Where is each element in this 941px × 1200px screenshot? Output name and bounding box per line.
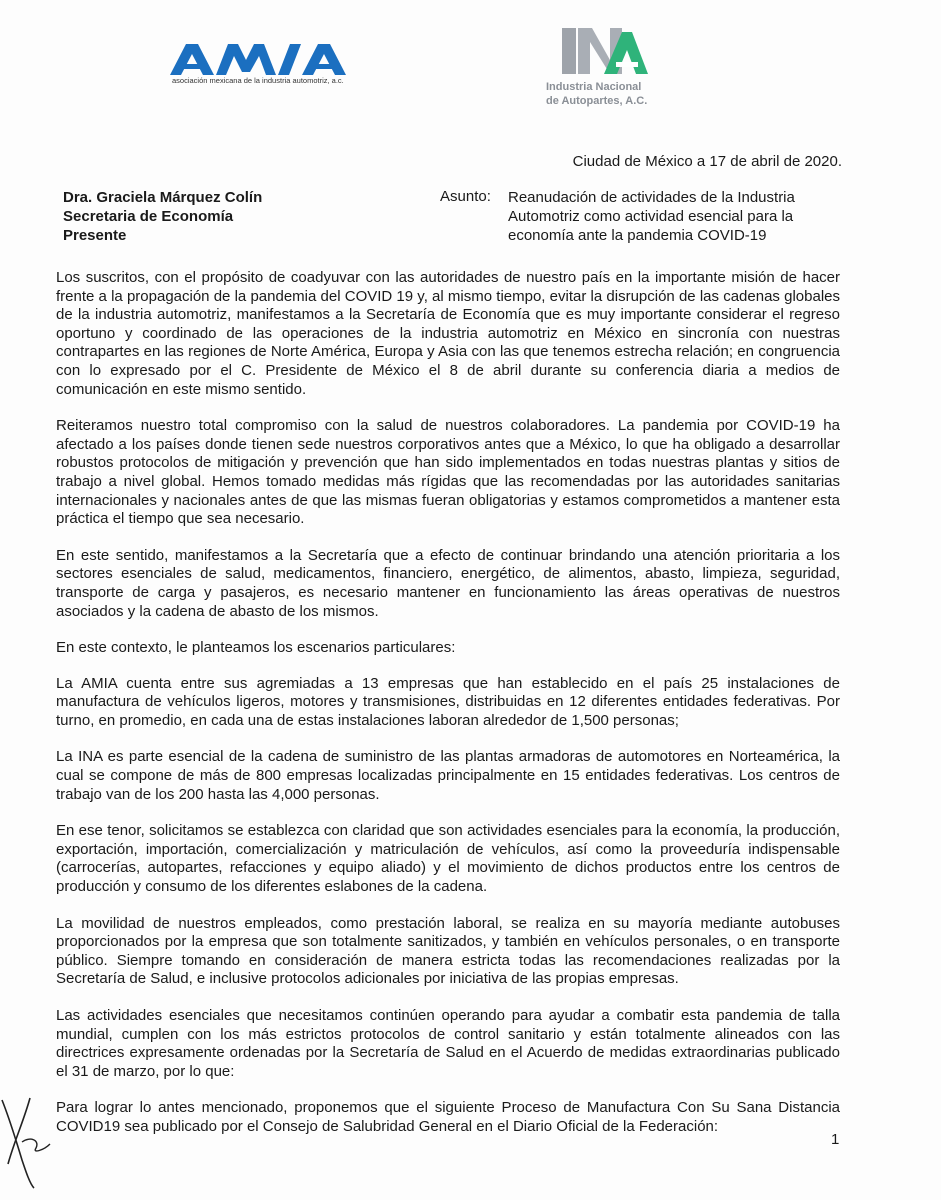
ina-logo xyxy=(540,18,700,124)
paragraph-6: La INA es parte esencial de la cadena de suministro de las plantas armadoras de automotores en Norteamérica, la cual se compone de más de 800 empresas localizadas principalmente en 15 entidades federativas. Los centros de trabajo van de los 200 hasta las 4,000 personas. xyxy=(56,748,840,803)
paragraph-2: Reiteramos nuestro total compromiso con la salud de nuestros colaboradores. La pandemia por COVID-19 ha afectado a los países donde tienen sede nuestros corporativos antes que a México, lo que ha obligado a desarrollar robustos protocolos de mitigación y prevención que han sido implementados en todas nuestras plantas y sitios de trabajo a nivel global. Hemos tomado medidas más rígidas que las recomendadas por las autoridades sanitarias internacionales y nacionales antes de que las mismas fueran obligatorias y estamos comprometidos a mantener esta práctica el tiempo que sea necesario. xyxy=(56,417,840,528)
paragraph-10: Para lograr lo antes mencionado, proponemos que el siguiente Proceso de Manufactura Con Su Sana Distancia COVID19 sea publicado por el Consejo de Salubridad General en el Diario Oficial de la Federación: xyxy=(56,1099,840,1135)
page-number: 1 xyxy=(831,1131,840,1148)
paragraph-4: En este contexto, le planteamos los escenarios particulares: xyxy=(56,639,456,657)
recipient-title: Secretaria de Economía xyxy=(63,208,234,225)
amia-logo-mark xyxy=(168,42,368,76)
recipient-name: Dra. Graciela Márquez Colín xyxy=(63,189,263,206)
paragraph-1: Los suscritos, con el propósito de coadyuvar con las autoridades de nuestro país en la importante misión de hacer frente a la propagación de la pandemia del COVID 19 y, al mismo tiempo, evitar la disrupción de las cadenas globales de la industria automotriz, manifestamos a la Secretaría de Economía que es muy importante considerar el regreso oportuno y coordinado de las operaciones de la industria automotriz en México en sincronía con nuestras contrapartes en las regiones de Norte América, Europa y Asia con las que tenemos estrecha relación; en congruencia con lo expresado por el C. Presidente de México el 8 de abril durante su conferencia diaria a medios de comunicación en este mismo sentido. xyxy=(56,269,840,398)
ina-name xyxy=(546,80,647,108)
asunto-line-2: Automotriz como actividad esencial para la xyxy=(508,208,794,225)
paragraph-7: En ese tenor, solicitamos se establezca con claridad que son actividades esenciales para la economía, la producción, exportación, importación, comercialización y matriculación de vehículos, así como la proveeduría indispensable (carrocerías, autopartes, refacciones y equipo aliado) y el movimiento de dichos productos entre los centros de producción y consumo de los diferentes eslabones de la cadena. xyxy=(56,822,840,896)
paragraph-8: La movilidad de nuestros empleados, como prestación laboral, se realiza en su mayoría mediante autobuses proporcionados por la empresa que son totalmente sanitizados, y también en vehículos personales, o en transporte público. Siempre tomando en consideración de manera estricta todas las recomendaciones realizadas por la Secretaría de Salud, e inclusive protocolos adicionales por iniciativa de las propias empresas. xyxy=(56,914,840,988)
signature-scribble xyxy=(0,1080,60,1190)
ina-name-line1: Industria Nacional xyxy=(546,81,642,93)
asunto-text xyxy=(508,188,828,245)
recipient-presente: Presente xyxy=(63,227,127,244)
ina-name-line2: de Autopartes, A.C. xyxy=(546,95,648,107)
paragraph-5: La AMIA cuenta entre sus agremiadas a 13 empresas que han establecido en el país 25 instalaciones de manufactura de vehículos ligeros, motores y transmisiones, distribuidas en 12 diferentes entidades federativas. Por turno, en promedio, en cada una de estas instalaciones laboran alrededor de 1,500 personas; xyxy=(56,674,840,729)
asunto-label: Asunto: xyxy=(440,188,491,205)
asunto-line-3: economía ante la pandemia COVID-19 xyxy=(508,227,767,244)
paragraph-9: Las actividades esenciales que necesitamos continúen operando para ayudar a combatir esta pandemia de talla mundial, cumplen con los más estrictos protocolos de control sanitario y están totalmente alineados con las directrices expresamente ordenadas por la Secretaría de Salud en el Acuerdo de medidas extraordinarias publicado el 31 de marzo, por lo que: xyxy=(56,1007,840,1080)
letter-date: Ciudad de México a 17 de abril de 2020. xyxy=(572,153,842,170)
amia-logo xyxy=(168,42,368,92)
recipient-block xyxy=(63,188,262,245)
asunto-line-1: Reanudación de actividades de la Industria xyxy=(508,189,795,206)
letter-body xyxy=(56,269,840,1155)
ina-logo-mark xyxy=(540,18,650,80)
amia-tagline: asociación mexicana de la industria automotriz, a.c. xyxy=(172,76,344,85)
paragraph-3: En este sentido, manifestamos a la Secretaría que a efecto de continuar brindando una atención prioritaria a los sectores esenciales de salud, medicamentos, financiero, energético, de alimentos, abasto, limpieza, seguridad, transporte de carga y pasajeros, es necesario mantener en funcionamiento las áreas operativas de nuestros asociados y la cadena de abasto de los mismos. xyxy=(56,546,840,620)
